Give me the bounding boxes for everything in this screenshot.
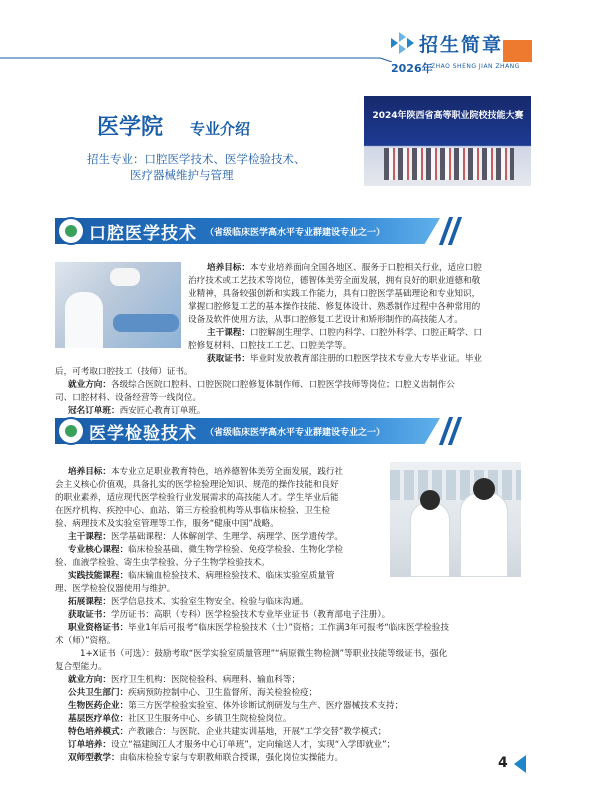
college-title: 医学院 <box>97 115 164 140</box>
lab-line: 复合型能力。 <box>55 662 107 672</box>
recruit-majors-line1: 招生专业：口腔医学技术、医学检验技术、 <box>87 152 306 166</box>
lab-line: 特色培养模式：产教融合：与医院、企业共建实训基地，开展“工学交替”教学模式； <box>68 727 387 737</box>
lab-line: 拓展课程：医学信息技术、实验室生物安全、检验与临床沟通。 <box>68 597 309 607</box>
lab-line: 基层医疗单位：社区卫生服务中心、乡镇卫生院检验岗位。 <box>68 714 292 724</box>
lab-line: 会主义核心价值观，具备扎实的医学检验理论知识、规范的操作技能和良好 <box>55 480 339 490</box>
brochure-title: 招生简章 <box>419 34 504 56</box>
dental-line: 培养目标：本专业培养面向全国各地区、服务于口腔相关行业，适应口腔 <box>207 263 483 273</box>
lab-line: 验、血液学检验、寄生虫学检验、分子生物学检验技术。 <box>55 558 270 568</box>
lab-line: 术（师）”资格。 <box>55 636 116 646</box>
lab-students-photo <box>390 462 521 577</box>
section-title: 医学检验技术 <box>89 424 197 444</box>
dental-line: 获取证书：毕业时发放教育部注册的口腔医学技术专业大专毕业证。毕业 <box>207 354 483 364</box>
lab-line: 订单培养：设立“福建闽江人才服务中心订单班”，定向输送人才，实现“入学即就业”； <box>68 740 396 750</box>
section-tag: （省级临床医学高水平专业群建设专业之一） <box>205 428 386 438</box>
lab-line: 在医疗机构、疾控中心、血站、第三方检验机构等从事临床检验、卫生检 <box>55 506 331 516</box>
dental-line: 主干课程：口腔解剖生理学、口腔内科学、口腔外科学、口腔正畸学、口 <box>207 328 483 338</box>
lab-line: 培养目标：本专业立足职业教育特色，培养德智体美劳全面发展，践行社 <box>68 467 344 477</box>
competition-team <box>384 148 514 180</box>
dental-line: 业精神，具备较强创新和实践工作能力，具有口腔医学基础理论和专业知识， <box>188 289 481 299</box>
brochure-pinyin: ZHAO SHENG JIAN ZHANG <box>431 63 520 70</box>
section-title: 口腔医学技术 <box>89 224 197 244</box>
header-ribbon <box>0 22 589 62</box>
lab-line: 获取证书：学历证书：高职（专科）医学检验技术专业毕业证书（教育部电子注册）。 <box>68 610 391 620</box>
dental-line: 腔修复材料、口腔技工工艺、口腔美学等。 <box>188 341 352 351</box>
recruit-majors-line2: 医疗器械维护与管理 <box>130 168 234 182</box>
lab-line: 主干课程：医学基础课程：人体解剖学、生理学、病理学、医学遗传学。 <box>68 532 344 542</box>
college-logo-icon <box>57 417 85 445</box>
lab-line: 1+X证书（可选）：鼓励考取“医学实验室质量管理”“病原微生物检测”等职业技能等级证书，强化 <box>80 649 448 659</box>
lab-line: 就业方向：医疗卫生机构：医院检验科、病理科、输血科等； <box>68 675 301 685</box>
dental-line: 后，可考取口腔技工（技师）证书。 <box>55 367 193 377</box>
lab-line: 生物医药企业：第三方医学检验实验室、体外诊断试剂研发与生产、医疗器械技术支持； <box>68 701 404 711</box>
lab-line: 专业核心课程：临床检验基础、微生物学检验、免疫学检验、生物化学检 <box>68 545 344 555</box>
brochure-year: 2026年 <box>391 62 433 75</box>
dental-lab-photo <box>55 262 181 348</box>
section-tag: （省级临床医学高水平专业群建设专业之一） <box>205 228 386 238</box>
dental-line: 就业方向：各级综合医院口腔科、口腔医院口腔修复体制作师、口腔医学技师等岗位；口腔义齿制作公 <box>68 380 455 390</box>
lab-line: 公共卫生部门：疾病预防控制中心、卫生监督所、海关检验检疫； <box>68 688 318 698</box>
lab-line: 双师型教学：由临床检验专家与专职教师联合授课，强化岗位实操能力。 <box>68 753 344 763</box>
section-banner-lab <box>55 414 460 448</box>
page-arrow-icon <box>514 755 526 773</box>
college-subtitle: 专业介绍 <box>190 120 251 138</box>
college-logo-icon <box>57 217 85 245</box>
lab-line: 验、病理技术及实验室管理等工作，服务“健康中国”战略。 <box>55 519 279 529</box>
dental-line: 设备及软件使用方法，从事口腔修复工艺设计和矫形制作的高技能人才。 <box>188 315 464 325</box>
slash-decoration-icon <box>440 217 470 245</box>
lab-line: 实践技能课程：临床输血检验技术、病理检验技术、临床实验室质量管 <box>68 571 335 581</box>
dental-line: 冠名订单班：西安匠心教育订单班。 <box>68 406 206 416</box>
dental-line: 司、口腔材料、设备经营等一线岗位。 <box>55 393 202 403</box>
lab-line: 职业资格证书：毕业1年后可报考“临床医学检验技术（士）”资格；工作满3年可报考“临床医学检验技 <box>68 623 449 633</box>
competition-photo <box>364 96 531 186</box>
dental-line: 掌握口腔修复工艺的基本操作技能、修复体设计、熟悉制作过程中各种常用的 <box>188 302 481 312</box>
page-number: 4 <box>498 755 508 771</box>
competition-banner-text: 2024年陕西省高等职业院校技能大赛 <box>372 111 524 121</box>
slash-decoration-icon <box>440 417 470 445</box>
lab-line: 的职业素养，适应现代医学检验行业发展需求的高技能人才。学生毕业后能 <box>55 493 339 503</box>
section-banner-dental <box>55 214 460 248</box>
dental-line: 治疗技术或工艺技术等岗位，德智体美劳全面发展，拥有良好的职业道德和敬 <box>188 276 481 286</box>
lab-line: 理、医学检验仪器使用与维护。 <box>55 584 176 594</box>
